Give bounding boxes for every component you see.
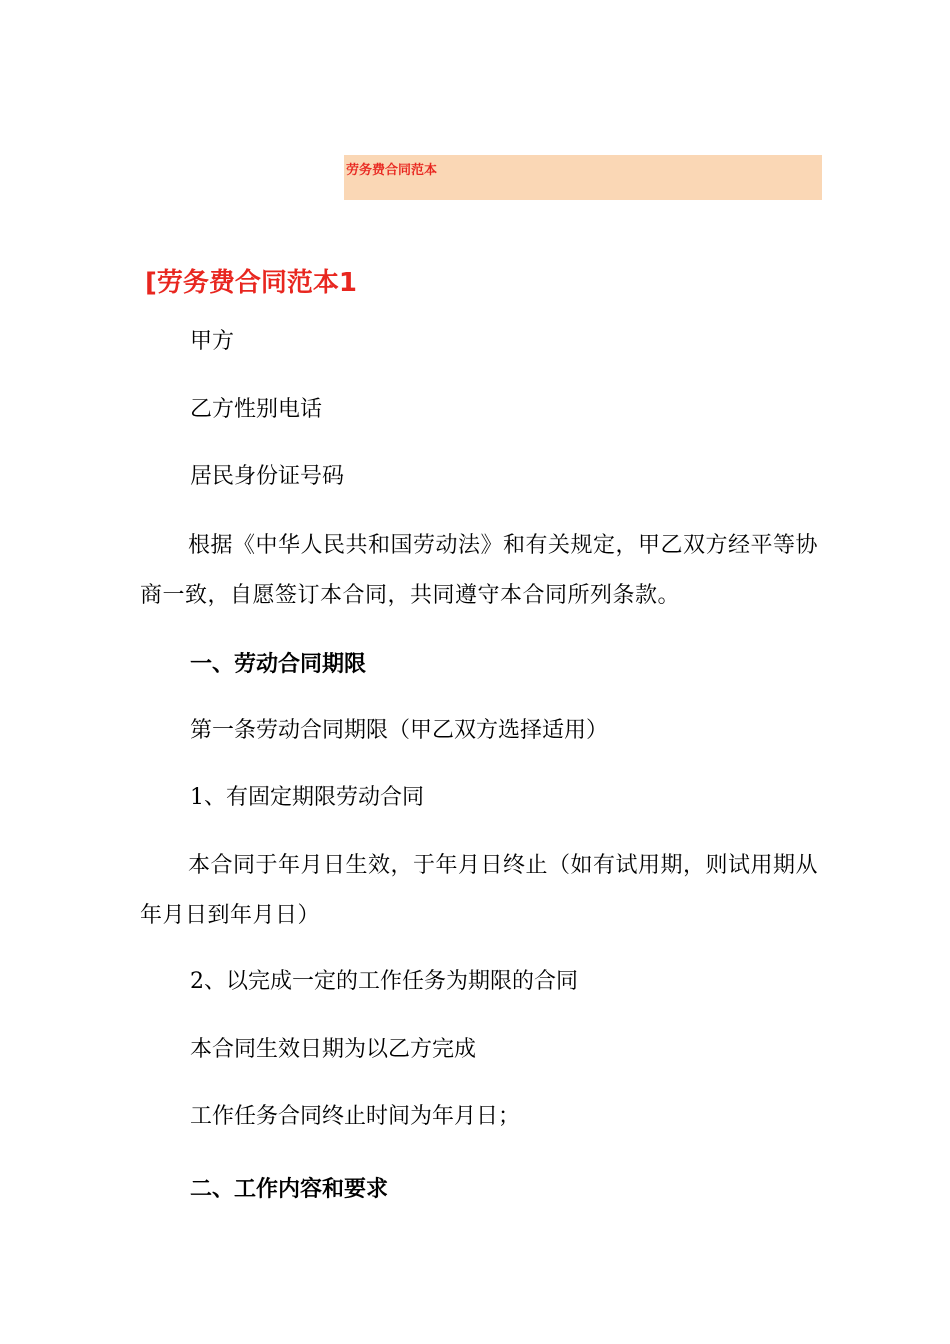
party-a-line: 甲方 bbox=[190, 329, 235, 354]
fixed-term-line: 1、有固定期限劳动合同 bbox=[190, 785, 424, 810]
termination-line: 工作任务合同终止时间为年月日； bbox=[190, 1104, 521, 1129]
task-term-line: 2、以完成一定的工作任务为期限的合同 bbox=[190, 969, 578, 994]
fixed-term-paragraph: 本合同于年月日生效，于年月日终止（如有试用期，则试用期从年月日到年月日） bbox=[140, 853, 819, 928]
id-number-line: 居民身份证号码 bbox=[190, 464, 345, 489]
document-title: [劳务费合同范本1 bbox=[145, 268, 357, 298]
section-heading-1: 一、劳动合同期限 bbox=[190, 652, 367, 677]
header-title: 劳务费合同范本 bbox=[346, 163, 438, 178]
section-heading-2: 二、工作内容和要求 bbox=[190, 1177, 389, 1202]
header-band bbox=[344, 155, 822, 200]
effective-date-line: 本合同生效日期为以乙方完成 bbox=[190, 1037, 477, 1062]
preamble-paragraph: 根据《中华人民共和国劳动法》和有关规定，甲乙双方经平等协商一致，自愿签订本合同，共同遵守本合同所列条款。 bbox=[140, 533, 819, 608]
party-b-line: 乙方性别电话 bbox=[190, 397, 323, 422]
article-1-line: 第一条劳动合同期限（甲乙双方选择适用） bbox=[190, 718, 609, 743]
